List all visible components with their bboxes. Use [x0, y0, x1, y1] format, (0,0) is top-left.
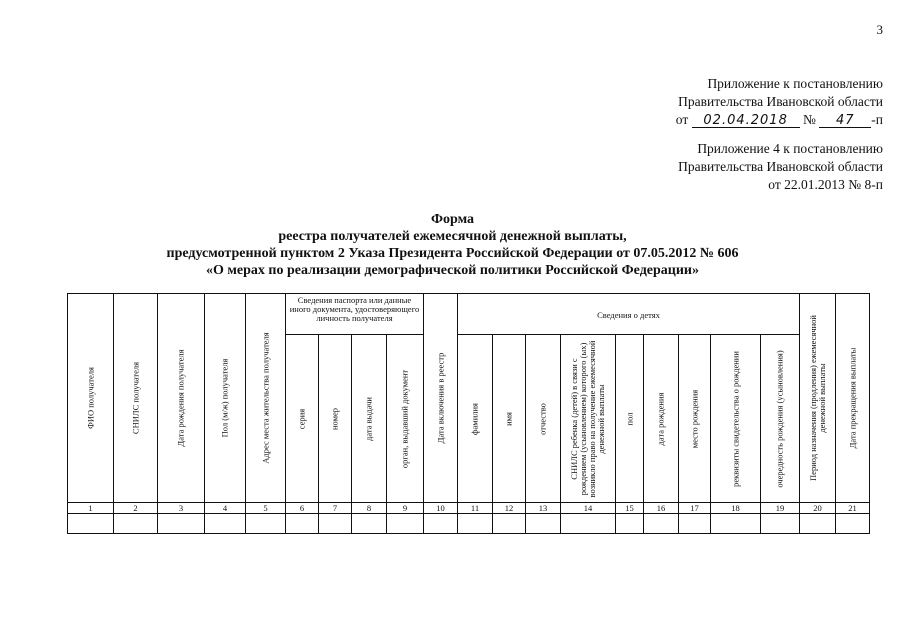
header-col-18 [711, 335, 761, 503]
header-col-16-text: дата рождения [655, 392, 666, 445]
column-number: 14 [561, 503, 616, 514]
column-number: 5 [246, 503, 286, 514]
header-col-12-text: имя [503, 411, 514, 426]
header-col-20-text: Период назначения (продления) ежемесячной денежной выплаты [807, 315, 827, 481]
header-col-15 [616, 335, 644, 503]
header-col-11 [458, 335, 493, 503]
column-number: 19 [761, 503, 800, 514]
header-col-18-text: реквизиты свидетельства о рождении [730, 350, 740, 487]
column-number: 18 [711, 503, 761, 514]
empty-cell [493, 514, 526, 534]
header-col-2 [114, 294, 158, 503]
column-number: 1 [68, 503, 114, 514]
form-title-line-3: предусмотренной пунктом 2 Указа Президента Российской Федерации от 07.05.2012 № 606 [166, 246, 739, 261]
decree-date: 02.04.2018 [692, 115, 800, 128]
column-number: 2 [114, 503, 158, 514]
children-group-text: Сведения о детях [597, 309, 660, 320]
passport-group-text: Сведения паспорта или данные иного документа, удостоверяющего личность получателя [289, 295, 420, 323]
header-col-1 [68, 294, 114, 503]
appendix-2-line-3: от 22.01.2013 № 8-п [768, 177, 883, 192]
header-col-7 [319, 335, 352, 503]
empty-cell [158, 514, 205, 534]
column-number: 12 [493, 503, 526, 514]
empty-cell [561, 514, 616, 534]
header-col-8 [352, 335, 387, 503]
header-col-14 [561, 335, 616, 503]
column-number: 10 [424, 503, 458, 514]
header-col-7-text: номер [329, 407, 340, 430]
decree-number: 47 [819, 115, 871, 128]
header-col-6-text: серия [296, 408, 307, 429]
column-number: 9 [387, 503, 424, 514]
column-number: 7 [319, 503, 352, 514]
children-group-header [458, 294, 800, 335]
header-col-3 [158, 294, 205, 503]
header-col-19-text: очередность рождения (усыновления) [774, 349, 785, 488]
appendix-1-line-2: Правительства Ивановской области [678, 94, 883, 109]
empty-cell [286, 514, 319, 534]
column-number: 20 [800, 503, 836, 514]
empty-cell [526, 514, 561, 534]
empty-cell [68, 514, 114, 534]
empty-cell [352, 514, 387, 534]
header-col-21-text: Дата прекращения выплаты [847, 347, 857, 449]
column-number: 8 [352, 503, 387, 514]
header-col-3-text: Дата рождения получателя [175, 349, 186, 447]
header-col-13 [526, 335, 561, 503]
header-col-13-text: отчество [537, 402, 548, 435]
empty-cell [761, 514, 800, 534]
column-number: 6 [286, 503, 319, 514]
empty-cell [616, 514, 644, 534]
header-col-12 [493, 335, 526, 503]
header-col-19 [761, 335, 800, 503]
number-label: № [803, 112, 816, 127]
empty-cell [424, 514, 458, 534]
passport-group-header [286, 294, 424, 335]
empty-cell [205, 514, 246, 534]
column-number: 16 [644, 503, 679, 514]
header-col-10-text: Дата включения в реестр [435, 352, 445, 444]
header-col-14-text: СНИЛС ребенка (детей) в связи с рождением (усыновлением) которого (ых) возникло право на получение ежемесячной денежной выплаты [569, 340, 606, 497]
column-number: 21 [836, 503, 870, 514]
empty-cell [800, 514, 836, 534]
header-col-1-text: ФИО получателя [85, 367, 95, 429]
column-numbers-row [68, 503, 870, 514]
header-col-15-text: пол [624, 412, 634, 425]
empty-cell [679, 514, 711, 534]
form-title-line-4: «О мерах по реализации демографической политики Российской Федерации» [206, 263, 699, 278]
form-title-line-2: реестра получателей ежемесячной денежной выплаты, [278, 229, 627, 244]
header-col-4-text: Пол (м/ж) получателя [219, 358, 230, 438]
table-row [68, 514, 870, 534]
number-suffix: -п [871, 112, 883, 127]
empty-cell [114, 514, 158, 534]
empty-cell [387, 514, 424, 534]
header-col-20 [800, 294, 836, 503]
empty-cell [644, 514, 679, 534]
header-col-17-text: место рождения [689, 389, 699, 448]
page-number: 3 [876, 22, 883, 37]
empty-cell [836, 514, 870, 534]
empty-cell [319, 514, 352, 534]
appendix-2-line-2: Правительства Ивановской области [678, 159, 883, 174]
header-col-5 [246, 294, 286, 503]
header-col-10 [424, 294, 458, 503]
column-number: 17 [679, 503, 711, 514]
column-number: 3 [158, 503, 205, 514]
empty-cell [458, 514, 493, 534]
registry-table [67, 293, 870, 534]
column-number: 4 [205, 503, 246, 514]
empty-cell [246, 514, 286, 534]
appendix-1-line-3 [676, 112, 883, 128]
column-number: 13 [526, 503, 561, 514]
appendix-1-line-1: Приложение к постановлению [707, 76, 883, 91]
header-col-2-text: СНИЛС получателя [130, 361, 140, 435]
header-col-16 [644, 335, 679, 503]
empty-cell [711, 514, 761, 534]
form-title: Форма [430, 212, 475, 227]
header-col-11-text: фамилия [469, 402, 480, 435]
header-col-21 [836, 294, 870, 503]
appendix-2-line-1: Приложение 4 к постановлению [697, 141, 883, 156]
header-col-8-text: дата выдачи [363, 396, 374, 441]
header-col-9-text: орган, выдавший документ [399, 369, 410, 468]
header-col-9 [387, 335, 424, 503]
column-number: 11 [458, 503, 493, 514]
header-col-17 [679, 335, 711, 503]
header-col-5-text: Адрес места жительства получателя [260, 332, 270, 464]
header-col-4 [205, 294, 246, 503]
column-number: 15 [616, 503, 644, 514]
from-label: от [675, 112, 689, 127]
header-col-6 [286, 335, 319, 503]
